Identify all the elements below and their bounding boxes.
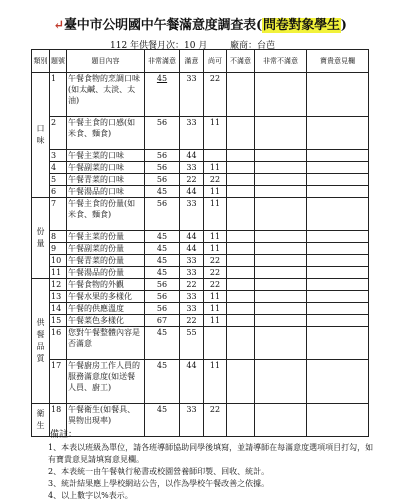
acceptable-value: 11 xyxy=(204,243,227,255)
question-number: 15 xyxy=(50,315,67,327)
comment-cell xyxy=(307,404,369,437)
very-satisfied-value xyxy=(145,255,180,267)
question-number: 4 xyxy=(50,162,67,174)
percent-value: 56 xyxy=(156,199,168,208)
question-number: 11 xyxy=(50,267,67,279)
acceptable-value: 11 xyxy=(204,117,227,150)
acceptable-value: 22 xyxy=(204,267,227,279)
acceptable-value: 22 xyxy=(204,174,227,186)
very-unsatisfied-value xyxy=(255,303,307,315)
question-text: 午餐食物的烹調口味(如太鹹、太淡、太油) xyxy=(67,73,145,117)
header-number: 題號 xyxy=(50,50,67,73)
comment-cell xyxy=(307,255,369,267)
unsatisfied-value xyxy=(227,150,255,162)
comment-cell xyxy=(307,73,369,117)
comment-cell xyxy=(307,231,369,243)
question-number: 17 xyxy=(50,360,67,404)
very-unsatisfied-value xyxy=(255,315,307,327)
note-item: 1、本表以班級為單位，請各班導師協助同學後填寫，並請導師在每滿意度選項項目打勾，如有寶貴意見請填寫意見欄。 xyxy=(48,443,374,464)
notes-list xyxy=(48,442,378,502)
comment-cell xyxy=(307,186,369,198)
unsatisfied-value xyxy=(227,291,255,303)
very-unsatisfied-value xyxy=(255,117,307,150)
unsatisfied-value xyxy=(227,117,255,150)
table-row xyxy=(32,327,369,360)
comment-cell xyxy=(307,327,369,360)
acceptable-value: 22 xyxy=(204,404,227,437)
question-text: 午餐菜色多樣化 xyxy=(67,315,145,327)
satisfied-value: 33 xyxy=(180,117,204,150)
unsatisfied-value xyxy=(227,267,255,279)
very-satisfied-value xyxy=(145,291,180,303)
category-cell: 口味 xyxy=(32,73,50,198)
satisfied-value: 44 xyxy=(180,150,204,162)
table-row xyxy=(32,404,369,437)
percent-value: 45 xyxy=(156,256,168,265)
acceptable-value xyxy=(204,150,227,162)
table-row xyxy=(32,231,369,243)
header-acceptable: 尚可 xyxy=(204,50,227,73)
percent-value: 45 xyxy=(156,361,168,370)
note-item: 4、以上數字以%表示。 xyxy=(48,491,133,500)
very-unsatisfied-value xyxy=(255,186,307,198)
very-satisfied-value xyxy=(145,186,180,198)
comment-cell xyxy=(307,291,369,303)
header-unsatisfied: 不滿意 xyxy=(227,50,255,73)
very-unsatisfied-value xyxy=(255,243,307,255)
very-unsatisfied-value xyxy=(255,231,307,243)
comment-cell xyxy=(307,360,369,404)
unsatisfied-value xyxy=(227,73,255,117)
very-satisfied-value xyxy=(145,267,180,279)
question-text: 午餐主菜的口味 xyxy=(67,150,145,162)
satisfied-value: 44 xyxy=(180,243,204,255)
percent-value: 45 xyxy=(156,268,168,277)
acceptable-value: 11 xyxy=(204,303,227,315)
supply-month: 112 年供餐月次：10 月 xyxy=(110,41,208,51)
satisfied-value: 33 xyxy=(180,303,204,315)
very-satisfied-value xyxy=(145,198,180,231)
header-question: 題目內容 xyxy=(67,50,145,73)
very-unsatisfied-value xyxy=(255,267,307,279)
title-end: ) xyxy=(340,18,347,33)
title-highlight: 問卷對象學生 xyxy=(262,18,340,33)
acceptable-value: 11 xyxy=(204,231,227,243)
very-satisfied-value xyxy=(145,404,180,437)
title-mark: ↵ xyxy=(53,18,64,33)
table-row xyxy=(32,291,369,303)
table-header-row xyxy=(32,50,369,73)
unsatisfied-value xyxy=(227,327,255,360)
satisfied-value: 22 xyxy=(180,315,204,327)
percent-value: 56 xyxy=(156,151,168,160)
header-satisfied: 滿意 xyxy=(180,50,204,73)
question-text: 午餐青菜的份量 xyxy=(67,255,145,267)
question-text: 午餐主食的口感(如米食、麵食) xyxy=(67,117,145,150)
category-cell: 衛生 xyxy=(32,404,50,437)
table-row xyxy=(32,186,369,198)
comment-cell xyxy=(307,279,369,291)
question-number: 6 xyxy=(50,186,67,198)
question-text: 您對午餐整體內容是否滿意 xyxy=(67,327,145,360)
unsatisfied-value xyxy=(227,255,255,267)
percent-value: 56 xyxy=(156,163,168,172)
table-row xyxy=(32,303,369,315)
category-cell: 供餐品質 xyxy=(32,279,50,404)
satisfied-value: 44 xyxy=(180,231,204,243)
note-item: 2、本表統一由午餐執行秘書或校園營養師印製、回收、統計。 xyxy=(48,467,270,476)
question-number: 2 xyxy=(50,117,67,150)
acceptable-value: 11 xyxy=(204,162,227,174)
very-unsatisfied-value xyxy=(255,360,307,404)
survey-table xyxy=(31,49,369,437)
very-satisfied-value xyxy=(145,327,180,360)
very-satisfied-value xyxy=(145,174,180,186)
question-number: 10 xyxy=(50,255,67,267)
table-row xyxy=(32,267,369,279)
notes-label: 備註： xyxy=(50,430,78,440)
question-number: 3 xyxy=(50,150,67,162)
very-unsatisfied-value xyxy=(255,291,307,303)
unsatisfied-value xyxy=(227,315,255,327)
very-unsatisfied-value xyxy=(255,255,307,267)
acceptable-value: 11 xyxy=(204,360,227,404)
comment-cell xyxy=(307,315,369,327)
satisfied-value: 33 xyxy=(180,404,204,437)
table-row xyxy=(32,360,369,404)
acceptable-value: 11 xyxy=(204,198,227,231)
satisfied-value: 22 xyxy=(180,279,204,291)
comment-cell xyxy=(307,162,369,174)
acceptable-value: 11 xyxy=(204,291,227,303)
satisfied-value: 44 xyxy=(180,360,204,404)
category-cell: 份量 xyxy=(32,198,50,279)
very-satisfied-value xyxy=(145,279,180,291)
very-unsatisfied-value xyxy=(255,73,307,117)
question-number: 16 xyxy=(50,327,67,360)
acceptable-value: 22 xyxy=(204,73,227,117)
very-satisfied-value xyxy=(145,243,180,255)
very-unsatisfied-value xyxy=(255,279,307,291)
very-satisfied-value xyxy=(145,150,180,162)
header-very-unsatisfied: 非常不滿意 xyxy=(255,50,307,73)
question-number: 18 xyxy=(50,404,67,437)
comment-cell xyxy=(307,117,369,150)
very-unsatisfied-value xyxy=(255,327,307,360)
table-row xyxy=(32,198,369,231)
question-text: 午餐主食的份量(如米食、麵食) xyxy=(67,198,145,231)
question-text: 午餐水果的多樣化 xyxy=(67,291,145,303)
header-category: 類別 xyxy=(32,50,50,73)
very-unsatisfied-value xyxy=(255,404,307,437)
satisfied-value: 33 xyxy=(180,291,204,303)
question-text: 午餐副菜的份量 xyxy=(67,243,145,255)
unsatisfied-value xyxy=(227,404,255,437)
satisfied-value: 33 xyxy=(180,267,204,279)
very-satisfied-value xyxy=(145,73,180,117)
survey-title xyxy=(0,14,400,33)
unsatisfied-value xyxy=(227,279,255,291)
table-row xyxy=(32,279,369,291)
very-satisfied-value xyxy=(145,315,180,327)
table-row xyxy=(32,174,369,186)
question-text: 午餐食物的外觀 xyxy=(67,279,145,291)
question-text: 午餐衛生(如餐具、異物出現率) xyxy=(67,404,145,437)
acceptable-value: 22 xyxy=(204,255,227,267)
very-unsatisfied-value xyxy=(255,150,307,162)
unsatisfied-value xyxy=(227,174,255,186)
percent-value: 45 xyxy=(156,74,168,83)
very-unsatisfied-value xyxy=(255,162,307,174)
comment-cell xyxy=(307,267,369,279)
question-number: 1 xyxy=(50,73,67,117)
question-text: 午餐廚房工作人員的服務滿意度(如送餐人員、廚工) xyxy=(67,360,145,404)
acceptable-value: 11 xyxy=(204,315,227,327)
question-text: 午餐主菜的份量 xyxy=(67,231,145,243)
percent-value: 56 xyxy=(156,292,168,301)
unsatisfied-value xyxy=(227,303,255,315)
percent-value: 45 xyxy=(156,328,168,337)
percent-value: 45 xyxy=(156,244,168,253)
table-row xyxy=(32,162,369,174)
very-satisfied-value xyxy=(145,162,180,174)
question-number: 14 xyxy=(50,303,67,315)
percent-value: 45 xyxy=(156,405,168,414)
unsatisfied-value xyxy=(227,243,255,255)
question-text: 午餐湯品的口味 xyxy=(67,186,145,198)
table-row xyxy=(32,255,369,267)
percent-value: 45 xyxy=(156,232,168,241)
comment-cell xyxy=(307,150,369,162)
percent-value: 45 xyxy=(156,187,168,196)
percent-value: 56 xyxy=(156,304,168,313)
percent-value: 56 xyxy=(156,118,168,127)
question-text: 午餐副菜的口味 xyxy=(67,162,145,174)
comment-cell xyxy=(307,174,369,186)
very-satisfied-value xyxy=(145,117,180,150)
satisfied-value: 33 xyxy=(180,255,204,267)
question-text: 午餐青菜的口味 xyxy=(67,174,145,186)
header-comments: 寶貴意見欄 xyxy=(307,50,369,73)
table-row xyxy=(32,315,369,327)
very-satisfied-value xyxy=(145,231,180,243)
comment-cell xyxy=(307,303,369,315)
satisfied-value: 33 xyxy=(180,162,204,174)
question-number: 5 xyxy=(50,174,67,186)
question-number: 12 xyxy=(50,279,67,291)
title-main: 臺中市公明國中午餐滿意度調查表( xyxy=(63,18,262,33)
percent-value: 56 xyxy=(156,280,168,289)
percent-value: 56 xyxy=(156,175,168,184)
unsatisfied-value xyxy=(227,231,255,243)
unsatisfied-value xyxy=(227,360,255,404)
table-body xyxy=(32,73,369,437)
question-text: 午餐湯品的份量 xyxy=(67,267,145,279)
satisfied-value: 33 xyxy=(180,73,204,117)
very-satisfied-value xyxy=(145,360,180,404)
table-row xyxy=(32,243,369,255)
satisfied-value: 22 xyxy=(180,174,204,186)
question-text: 午餐的供應溫度 xyxy=(67,303,145,315)
note-item: 3、統計結果應上學校網站公告，以作為學校午餐改善之依據。 xyxy=(48,479,270,488)
acceptable-value xyxy=(204,327,227,360)
very-unsatisfied-value xyxy=(255,198,307,231)
table-row xyxy=(32,117,369,150)
question-number: 13 xyxy=(50,291,67,303)
table-row xyxy=(32,150,369,162)
satisfied-value: 55 xyxy=(180,327,204,360)
satisfied-value: 44 xyxy=(180,186,204,198)
acceptable-value: 11 xyxy=(204,186,227,198)
comment-cell xyxy=(307,198,369,231)
very-satisfied-value xyxy=(145,303,180,315)
table-row xyxy=(32,73,369,117)
vendor-name: 廠商：台芭 xyxy=(230,41,276,51)
question-number: 9 xyxy=(50,243,67,255)
very-unsatisfied-value xyxy=(255,174,307,186)
header-very-satisfied: 非常滿意 xyxy=(145,50,180,73)
unsatisfied-value xyxy=(227,162,255,174)
unsatisfied-value xyxy=(227,198,255,231)
question-number: 8 xyxy=(50,231,67,243)
unsatisfied-value xyxy=(227,186,255,198)
comment-cell xyxy=(307,243,369,255)
satisfied-value: 33 xyxy=(180,198,204,231)
question-number: 7 xyxy=(50,198,67,231)
acceptable-value: 22 xyxy=(204,279,227,291)
percent-value: 67 xyxy=(156,316,168,325)
